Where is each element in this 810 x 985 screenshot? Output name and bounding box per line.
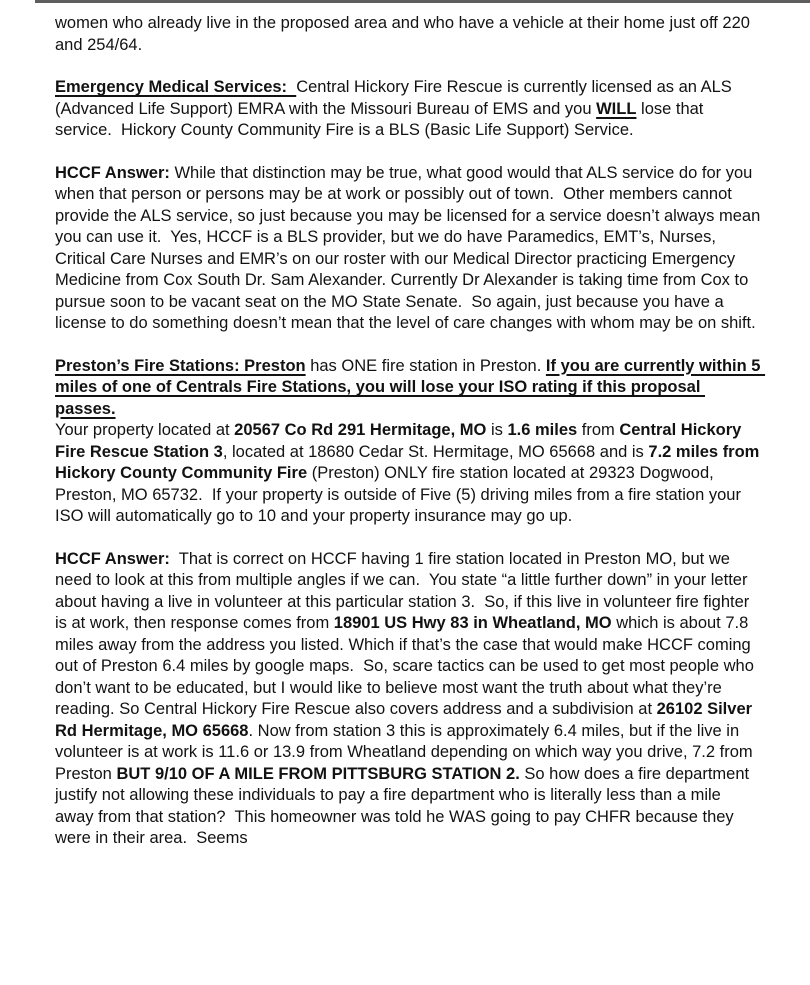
text-run-bold: Central Hickory Fire Rescue Station 3 [55, 421, 746, 461]
text-run-bold-underline: Preston’s Fire Stations: Preston [55, 356, 306, 375]
paragraph-preston-fire-stations [55, 356, 766, 421]
paragraph-intro-continuation [55, 13, 762, 56]
paragraph-hccf-answer-1 [55, 163, 765, 335]
text-run-normal: So how does a fire department justify not allowing these individuals to pay a fire department who is literally less than a mile away from that station? This homeowner was told he WAS going to pay CHFR because they were in their area. Seems [55, 764, 754, 847]
paragraph-property-distances [55, 420, 762, 528]
text-run-normal: . Now from station 3 this is approximately 6.4 miles, but if the live in volunteer is at work is 11.6 or 13.9 from Wheatland depending on which way you drive, 7.2 from Preston [55, 721, 758, 783]
text-run-bold: 26102 Silver Rd Hermitage, MO 65668 [55, 700, 757, 740]
text-run-normal: from [577, 421, 620, 439]
text-run-normal: Your property located at [55, 421, 235, 439]
document-body [55, 13, 766, 871]
paragraph-hccf-answer-2 [55, 549, 762, 850]
text-run-normal: That is correct on HCCF having 1 fire station located in Preston MO, but we need to look at this from multiple angles if we can. You state “a little further down” in your letter about having a live in volunteer at this particular station 3. So, if this live in volunteer fire fighter is at work, then response comes from [55, 549, 754, 632]
text-run-normal: Central Hickory Fire Rescue is currently licensed as an ALS (Advanced Life Support) EMRA with the Missouri Bureau of EMS and you [55, 78, 737, 118]
text-run-bold: 7.2 miles from Hickory County Community Fire [55, 442, 764, 482]
text-run-bold: HCCF Answer: [55, 163, 175, 182]
text-run-bold: BUT 9/10 OF A MILE FROM PITTSBURG STATION 2. [116, 764, 520, 783]
text-run-normal: , located at 18680 Cedar St. Hermitage, MO 65668 and is [222, 442, 649, 461]
text-run-bold: HCCF Answer: [55, 549, 170, 568]
text-run-normal: women who already live in the proposed area and who have a vehicle at their home just off 220 and 254/64. [55, 14, 755, 54]
text-run-normal: has ONE fire station in Preston. [305, 356, 546, 375]
text-run-normal: (Preston) ONLY fire station located at 29323 Dogwood, Preston, MO 65732. If your property is outside of Five (5) driving miles from a fire station your ISO will automatically go to 10 and your property insurance may go up. [55, 464, 746, 525]
text-run-normal: lose that service. Hickory County Community Fire is a BLS (Basic Life Support) Service. [55, 99, 708, 139]
text-run-normal: While that distinction may be true, what good would that ALS service do for you when that person or persons may be at work or possibly out of town. Other members cannot provide the ALS service, so just because you may be licensed for a service doesn’t always mean you can use it. Yes, HCCF is a BLS provider, but we do have Paramedics, EMT’s, Nurses, Critical Care Nurses and EMR’s on our roster with our Medical Director practicing Emergency Medicine from Cox South Dr. Sam Alexander. Currently Dr Alexander is taking time from Cox to pursue soon to be vacant seat on the MO State Senate. So again, just because you have a license to do something doesn’t mean that the level of care changes with whom may be on shift. [55, 163, 765, 332]
paragraph-emergency-medical-services [55, 77, 762, 142]
text-run-bold: 20567 Co Rd 291 Hermitage, MO [234, 421, 487, 439]
text-run-bold-underline: Emergency Medical Services: [55, 78, 297, 96]
text-run-bold-underline: WILL [596, 99, 637, 118]
text-run-normal: is [486, 421, 508, 439]
text-run-bold: 18901 US Hwy 83 in Wheatland, MO [333, 614, 612, 632]
text-run-bold: 1.6 miles [507, 421, 578, 439]
page-top-rule [35, 0, 810, 3]
text-run-bold-underline: If you are currently within 5 miles of one of Centrals Fire Stations, you will lose your ISO rating if this proposal passes. [55, 356, 766, 418]
text-run-normal: which is about 7.8 miles away from the address you listed. Which if that’s the case that would make HCCF coming out of Preston 6.4 miles by google maps. So, scare tactics can be used to get most people who don’t want to be educated, but I would like to believe most want the truth about what they’re reading. So Central Hickory Fire Rescue also covers address and a subdivision at [55, 614, 759, 718]
